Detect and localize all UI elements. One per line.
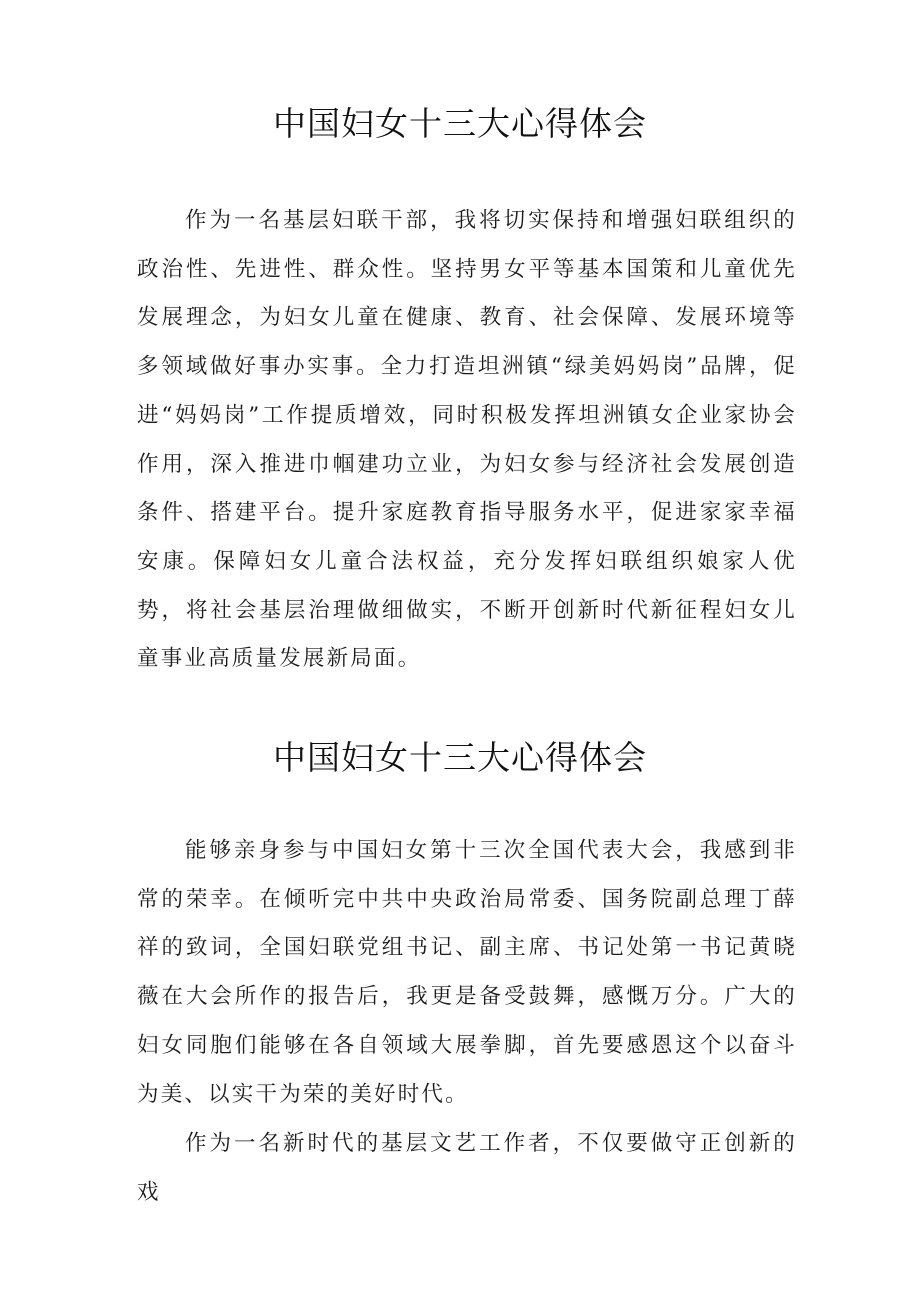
section-title: 中国妇女十三大心得体会 (273, 104, 647, 143)
body-paragraph: 作为一名基层妇联干部，我将切实保持和增强妇联组织的政治性、先进性、群众性。坚持男女平等基本国策和儿童优先发展理念，为妇女儿童在健康、教育、社会保障、发展环境等多领域做好事办实事。全力打造坦洲镇“绿美妈妈岗”品牌，促进“妈妈岗”工作提质增效，同时积极发挥坦洲镇女企业家协会作用，深入推进巾帼建功立业，为妇女参与经济社会发展创造条件、搭建平台。提升家庭教育指导服务水平，促进家家幸福安康。保障妇女儿童合法权益，充分发挥妇联组织娘家人优势，将社会基层治理做细做实，不断开创新时代新征程妇女儿童事业高质量发展新局面。 (137, 208, 797, 672)
body-paragraph: 能够亲身参与中国妇女第十三次全国代表大会，我感到非常的荣幸。在倾听完中共中央政治局常委、国务院副总理丁薛祥的致词，全国妇联党组书记、副主席、书记处第一书记黄晓薇在大会所作的报告后，我更是备受鼓舞，感慨万分。广大的妇女同胞们能够在各自领域大展拳脚，首先要感恩这个以奋斗为美、以实干为荣的美好时代。 (137, 838, 797, 1107)
body-paragraph: 作为一名新时代的基层文艺工作者，不仅要做守正创新的戏 (137, 1131, 797, 1205)
section-title: 中国妇女十三大心得体会 (273, 738, 647, 777)
